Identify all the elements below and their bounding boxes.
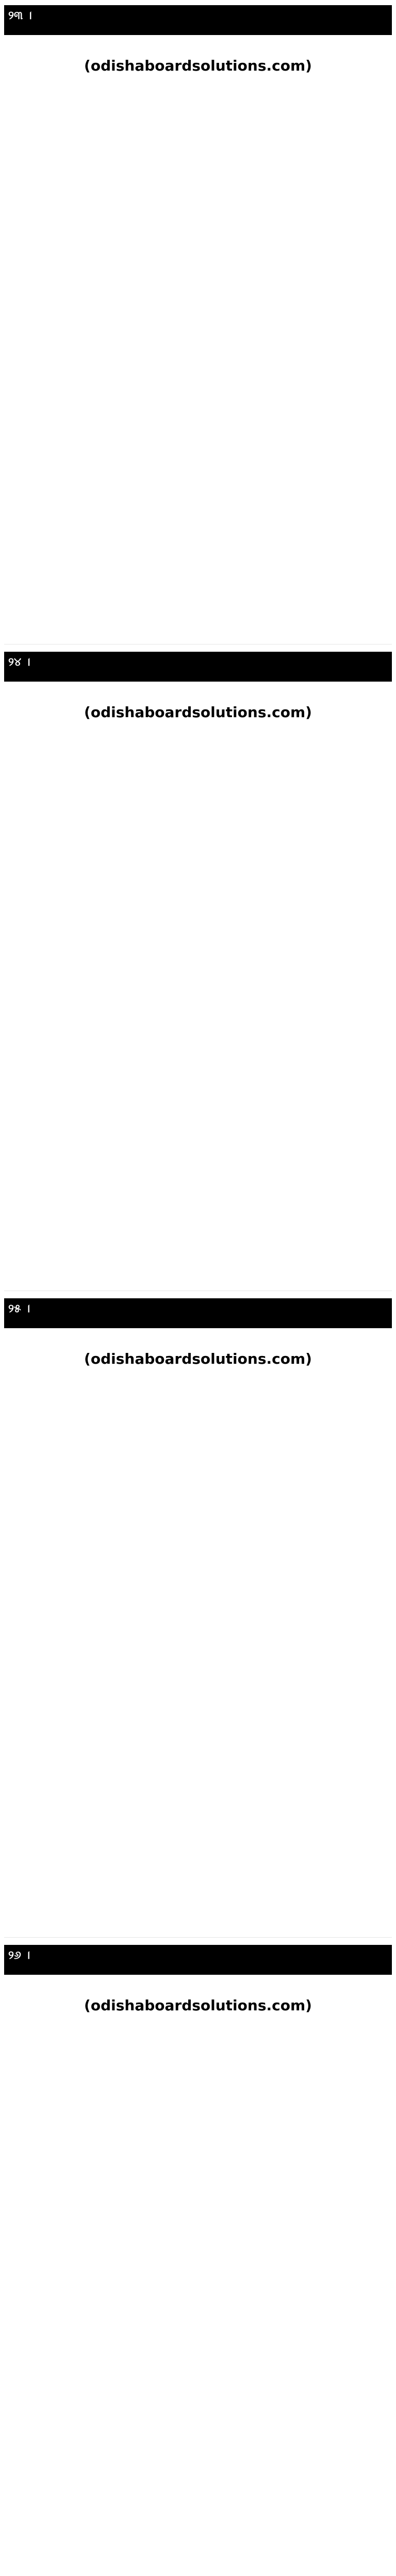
answer-paragraph <box>4 1328 392 1348</box>
question-heading <box>4 652 392 682</box>
answer-paragraph <box>4 682 392 701</box>
question-block-23 <box>4 5 392 645</box>
question-heading <box>4 5 392 35</box>
watermark: ( odishaboardsolutions.com ) <box>4 55 392 77</box>
question-block-25 <box>4 1298 392 1938</box>
question-number: ୨୫ । <box>8 1302 30 1315</box>
watermark: ( odishaboardsolutions.com ) <box>4 1994 392 2017</box>
question-number: ୨୪ । <box>8 656 30 669</box>
watermark: ( odishaboardsolutions.com ) <box>4 1348 392 1370</box>
question-number: ୨୬ । <box>8 1949 30 1962</box>
question-block-26 <box>4 1945 392 2576</box>
question-number: ୨୩ । <box>8 9 32 22</box>
question-heading <box>4 1298 392 1328</box>
watermark: ( odishaboardsolutions.com ) <box>4 701 392 724</box>
answer-paragraph <box>4 35 392 55</box>
question-block-24 <box>4 652 392 1291</box>
question-heading <box>4 1945 392 1975</box>
answer-paragraph <box>4 1975 392 1994</box>
